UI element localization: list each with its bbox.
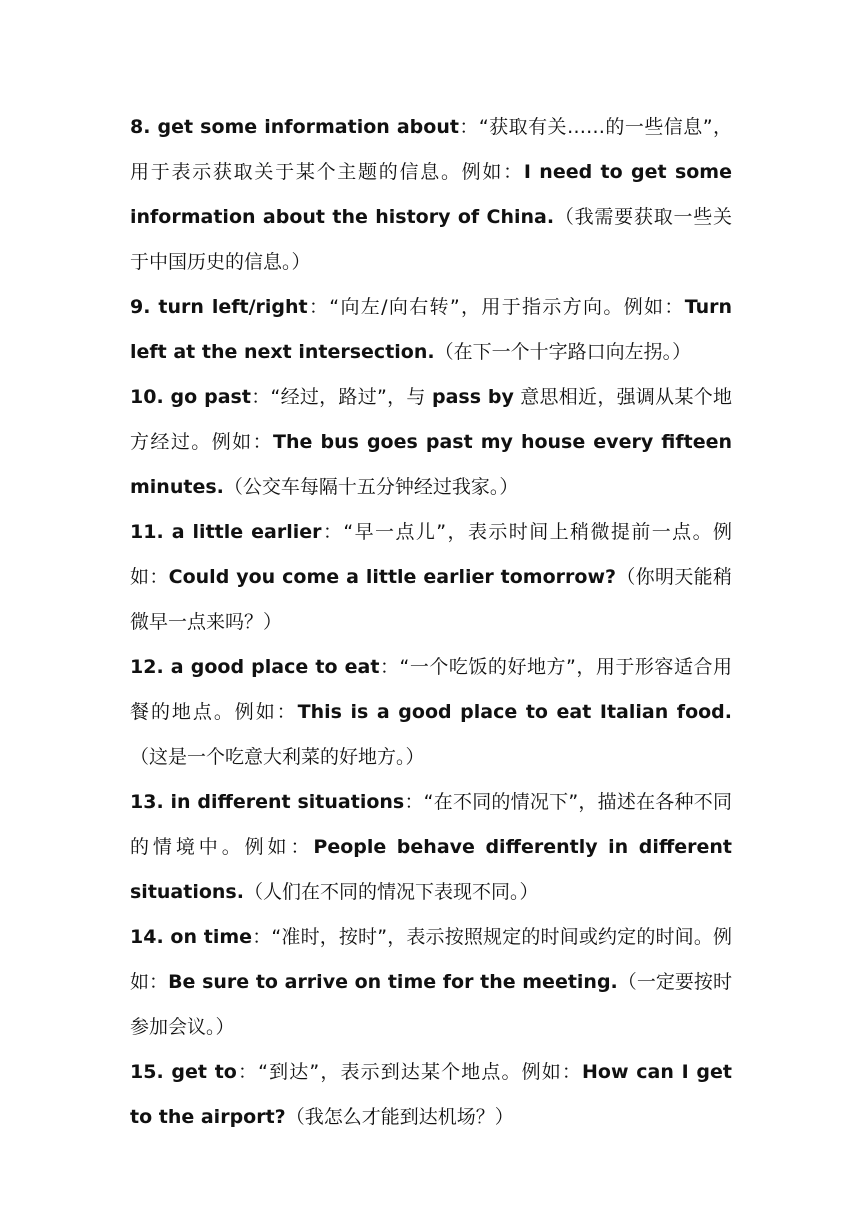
- entry-15: [130, 1050, 732, 1140]
- entry-10: [130, 375, 732, 510]
- entry-example: I need to get some information about the history of China.: [130, 161, 732, 228]
- entry-example: Turn left at the next intersection.: [130, 296, 733, 363]
- entry-translation: （这是一个吃意大利菜的好地方。）: [130, 746, 425, 768]
- entry-example: Be sure to arrive on time for the meeting.: [168, 971, 618, 993]
- entry-example: How can I get to the airport?: [130, 1061, 733, 1128]
- entry-8: [130, 105, 732, 285]
- entry-meaning: ：“一个吃饭的好地方”，用于形容适合用餐的地点。例如：: [130, 656, 732, 723]
- entry-meaning: ：“准时，按时”，表示按照规定的时间或约定的时间。例如：: [130, 926, 732, 993]
- entry-translation: （公交车每隔十五分钟经过我家。）: [223, 476, 519, 498]
- entry-term: 14. on time: [130, 926, 253, 948]
- entry-term: 10. go past: [130, 386, 251, 408]
- entry-translation: （你明天能稍微早一点来吗？）: [130, 566, 732, 633]
- entry-term: 13. in different situations: [130, 791, 405, 813]
- entry-13: [130, 780, 732, 915]
- entry-example: This is a good place to eat Italian food.: [297, 701, 732, 723]
- entry-translation: （在下一个十字路口向左拐。）: [434, 341, 692, 363]
- entry-meaning-term: pass by: [431, 386, 514, 408]
- entry-example: People behave differently in different situations.: [130, 836, 732, 903]
- entry-term: 8. get some information about: [130, 116, 459, 138]
- entry-9: [130, 285, 732, 375]
- entry-meaning: ：“向左/向右转”，用于指示方向。例如：: [307, 296, 685, 318]
- entry-term: 9. turn left/right: [130, 296, 308, 318]
- entry-12: [130, 645, 732, 780]
- entry-translation: （我需要获取一些关于中国历史的信息。）: [130, 206, 732, 273]
- entry-meaning: ：“经过，路过”，与: [250, 386, 432, 408]
- entry-translation: （我怎么才能到达机场？）: [285, 1106, 514, 1128]
- entry-meaning: ：“在不同的情况下”，描述在各种不同的情境中。例如：: [130, 791, 732, 858]
- document-body: [130, 105, 732, 1140]
- entry-11: [130, 510, 732, 645]
- entry-meaning: ：“早一点儿”，表示时间上稍微提前一点。例如：: [130, 521, 732, 588]
- entry-term: 15. get to: [130, 1061, 237, 1083]
- entry-translation: （一定要按时参加会议。）: [130, 971, 732, 1038]
- entry-term: 12. a good place to eat: [130, 656, 380, 678]
- entry-14: [130, 915, 732, 1050]
- entry-meaning-after: 意思相近，强调从某个地方经过。例如：: [130, 386, 733, 453]
- entry-example: Could you come a little earlier tomorrow?: [168, 566, 617, 588]
- entry-translation: （人们在不同的情况下表现不同。）: [243, 881, 539, 903]
- entry-meaning: ：“获取有关……的一些信息”，用于表示获取关于某个主题的信息。例如：: [130, 116, 733, 183]
- entry-example: The bus goes past my house every fifteen minutes.: [130, 431, 732, 498]
- entry-term: 11. a little earlier: [130, 521, 322, 543]
- entry-meaning: ：“到达”，表示到达某个地点。例如：: [236, 1061, 583, 1083]
